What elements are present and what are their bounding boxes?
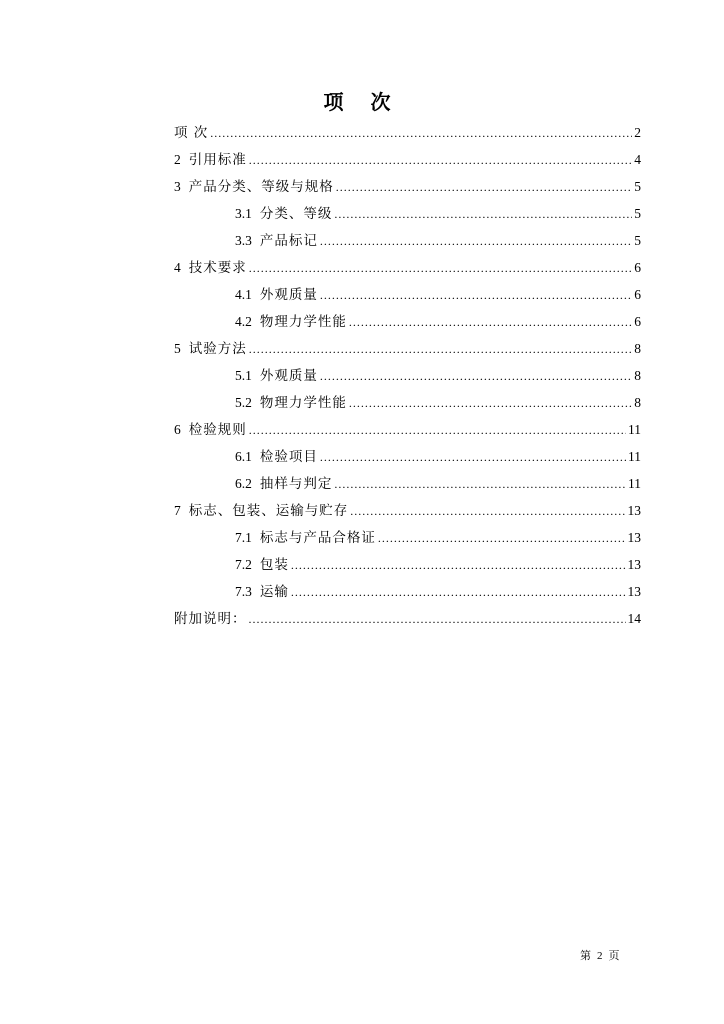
footer-page-number: 2 <box>597 950 603 962</box>
toc-entry-label: 项 次 <box>174 125 209 141</box>
toc-entry-label: 技术要求 <box>188 260 247 276</box>
toc-leader-dots <box>334 471 626 498</box>
toc-entry-number: 6.1 <box>235 449 252 464</box>
toc-leader-dots <box>291 579 626 606</box>
toc-entry-number: 5 <box>174 341 181 356</box>
toc-entry[interactable] <box>174 470 641 497</box>
toc-entry-label: 外观质量 <box>259 368 318 384</box>
toc-entry-number: 6.2 <box>235 476 252 491</box>
toc-leader-dots <box>349 309 632 336</box>
toc-entry-number: 4.2 <box>235 314 252 329</box>
toc-entry-number: 6 <box>174 422 181 437</box>
toc-leader-dots <box>249 147 633 174</box>
toc-entry-label: 产品分类、等级与规格 <box>188 179 334 195</box>
toc-entry[interactable] <box>174 173 641 200</box>
toc-entry-number: 4 <box>174 260 181 275</box>
toc-entry[interactable] <box>174 308 641 335</box>
toc-entry[interactable] <box>174 200 641 227</box>
toc-entry[interactable] <box>174 335 641 362</box>
toc-leader-dots <box>349 390 632 417</box>
toc-leader-dots <box>350 498 625 525</box>
toc-leader-dots <box>249 255 633 282</box>
toc-entry-page: 11 <box>628 449 641 464</box>
toc-leader-dots <box>320 363 632 390</box>
toc-entry-page: 5 <box>634 179 641 194</box>
toc-entry-page: 2 <box>634 125 641 140</box>
toc-entry-label: 附加说明： <box>174 611 247 627</box>
toc-entry-label: 运输 <box>259 584 289 600</box>
toc-entry-number: 3.3 <box>235 233 252 248</box>
toc-entry-page: 5 <box>634 233 641 248</box>
toc-entry-label: 标志、包装、运输与贮存 <box>188 503 349 519</box>
toc-entry[interactable] <box>174 254 641 281</box>
toc-entry-page: 8 <box>634 368 641 383</box>
toc-leader-dots <box>320 282 632 309</box>
toc-entry-number: 7.1 <box>235 530 252 545</box>
toc-entry[interactable] <box>174 119 641 146</box>
toc-entry-label: 产品标记 <box>259 233 318 249</box>
toc-entry[interactable] <box>174 416 641 443</box>
toc-entry-number: 5.1 <box>235 368 252 383</box>
toc-entry[interactable] <box>174 227 641 254</box>
toc-entry-number: 7.3 <box>235 584 252 599</box>
toc-entry-page: 11 <box>628 476 641 491</box>
toc-entry[interactable] <box>174 362 641 389</box>
toc-entry-page: 13 <box>627 503 641 518</box>
toc-entry-label: 标志与产品合格证 <box>259 530 376 546</box>
toc-entry-number: 7 <box>174 503 181 518</box>
toc-entry-label: 引用标准 <box>188 152 247 168</box>
toc-entry-label: 试验方法 <box>188 341 247 357</box>
toc-entry-page: 6 <box>634 260 641 275</box>
toc-entry-label: 抽样与判定 <box>259 476 333 492</box>
toc-leader-dots <box>249 336 633 363</box>
toc-entry-label: 外观质量 <box>259 287 318 303</box>
toc-leader-dots <box>336 174 633 201</box>
toc-entry-page: 5 <box>634 206 641 221</box>
toc-entry-label: 检验项目 <box>259 449 318 465</box>
toc-leader-dots <box>249 417 626 444</box>
toc-entry[interactable] <box>174 578 641 605</box>
toc-entry[interactable] <box>174 281 641 308</box>
toc-leader-dots <box>320 444 626 471</box>
toc-entry-page: 11 <box>628 422 641 437</box>
toc-entry-page: 6 <box>634 314 641 329</box>
toc-entry[interactable] <box>174 389 641 416</box>
toc-entry-page: 13 <box>627 530 641 545</box>
toc-entry[interactable] <box>174 443 641 470</box>
toc-leader-dots <box>291 552 626 579</box>
toc-entry-page: 8 <box>634 395 641 410</box>
footer-prefix: 第 <box>580 949 591 962</box>
toc-entry-page: 13 <box>627 557 641 572</box>
toc-leader-dots <box>210 120 632 147</box>
document-title: 项 次 <box>323 90 401 114</box>
toc-entry-label: 物理力学性能 <box>259 314 347 330</box>
table-of-contents <box>174 119 641 632</box>
toc-entry-number: 7.2 <box>235 557 252 572</box>
toc-entry-number: 3 <box>174 179 181 194</box>
toc-entry-label: 包装 <box>259 557 289 573</box>
toc-leader-dots <box>320 228 632 255</box>
toc-entry-number: 5.2 <box>235 395 252 410</box>
toc-entry-page: 6 <box>634 287 641 302</box>
toc-entry-label: 分类、等级 <box>259 206 333 222</box>
toc-entry-page: 14 <box>627 611 641 626</box>
toc-entry-number: 3.1 <box>235 206 252 221</box>
toc-entry-page: 8 <box>634 341 641 356</box>
toc-entry[interactable] <box>174 146 641 173</box>
toc-entry[interactable] <box>174 551 641 578</box>
toc-entry-page: 4 <box>634 152 641 167</box>
footer-suffix: 页 <box>608 949 620 962</box>
toc-entry-page: 13 <box>627 584 641 599</box>
toc-entry[interactable] <box>174 524 641 551</box>
toc-entry[interactable] <box>174 497 641 524</box>
toc-entry-number: 4.1 <box>235 287 252 302</box>
toc-leader-dots <box>378 525 626 552</box>
toc-entry-label: 检验规则 <box>188 422 247 438</box>
toc-leader-dots <box>334 201 632 228</box>
toc-entry[interactable] <box>174 605 641 632</box>
toc-entry-number: 2 <box>174 152 181 167</box>
page-footer <box>580 947 620 963</box>
toc-leader-dots <box>249 606 626 633</box>
toc-entry-label: 物理力学性能 <box>259 395 347 411</box>
